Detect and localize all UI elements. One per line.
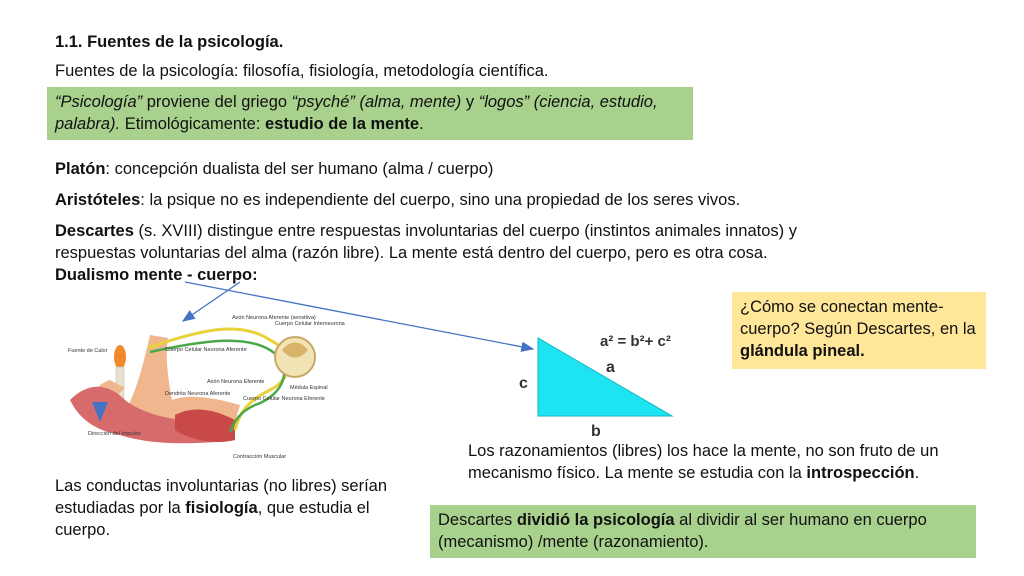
- text-segment: “logos” (ciencia, estudio, palabra).: [55, 93, 658, 133]
- text-segment: glándula pineal.: [740, 342, 865, 360]
- dualism-label: Dualismo mente - cuerpo:: [55, 266, 258, 284]
- text-segment: fisiología: [185, 499, 258, 517]
- text-segment: .: [419, 115, 424, 133]
- text-segment: : la psique no es independiente del cuerpo, sino una propiedad de los seres vivos.: [140, 191, 741, 209]
- text-segment: .: [914, 464, 920, 482]
- text-segment: al dividir al ser humano en cuerpo (mecanismo) /mente (razonamiento).: [438, 511, 927, 551]
- label-axon-aferente: Axón Neurona Aferente (sensitiva): [232, 315, 316, 321]
- text-segment: dividió la psicología: [516, 511, 675, 529]
- slide-heading: 1.1. Fuentes de la psicología.: [55, 33, 284, 51]
- sources-line: Fuentes de la psicología: filosofía, fisiología, metodología científica.: [55, 62, 549, 80]
- text-segment: “psyché” (alma, mente): [291, 93, 462, 111]
- text-segment: introspección: [806, 464, 915, 482]
- text-segment: (s. XVIII) distingue entre respuestas involuntarias del cuerpo (instintos animales innatos) y respuestas voluntarias del alma (razón libre). La mente está dentro del cuerpo, pero es otra cosa.: [55, 222, 797, 262]
- text-segment: Platón: [55, 160, 106, 178]
- text-segment: : concepción dualista del ser humano (alma / cuerpo): [105, 160, 494, 178]
- text-segment: proviene del griego: [142, 93, 292, 111]
- etymology-definition: estudio de la mente: [265, 115, 420, 133]
- label-medula: Médula Espinal: [290, 385, 328, 391]
- triangle-formula: a² = b²+ c²: [600, 333, 671, 350]
- triangle-side-a: a: [606, 359, 615, 376]
- text-segment: y: [461, 93, 479, 111]
- text-segment: ¿Cómo se conectan mente-cuerpo? Según Descartes, en la: [740, 298, 976, 338]
- triangle-side-b: b: [591, 423, 601, 440]
- label-dendrita: Dendrita Neurona Aferente: [165, 391, 231, 397]
- label-cuerpo-inter: Cuerpo Celular Interneurona: [275, 321, 345, 327]
- pythagorean-triangle: [519, 333, 672, 440]
- text-segment: Descartes: [438, 511, 517, 529]
- etymology-term: “Psicología”: [55, 93, 143, 111]
- text-segment: Descartes: [55, 222, 134, 240]
- label-direccion: Dirección del Impulso: [88, 431, 141, 437]
- text-segment: Los razonamientos (libres) los hace la mente, no son fruto de un mecanismo físico. La mente se estudia con la: [468, 442, 939, 482]
- triangle-side-c: c: [519, 375, 528, 392]
- label-fuente: Fuente de Calor: [68, 348, 108, 354]
- label-axon-eferente: Axón Neurona Eferente: [207, 379, 265, 385]
- text-segment: Etimológicamente:: [120, 115, 266, 133]
- label-cuerpo-eferente: Cuerpo Celular Neurona Eferente: [243, 396, 325, 402]
- text-segment: Aristóteles: [55, 191, 141, 209]
- text-segment: , que estudia el cuerpo.: [55, 499, 370, 539]
- label-contraccion: Contracción Muscular: [233, 454, 287, 460]
- label-cuerpo-celular: Cuerpo Celular Neurona Aferente: [165, 347, 247, 353]
- text-segment: Las conductas involuntarias (no libres) serían estudiadas por la: [55, 477, 388, 517]
